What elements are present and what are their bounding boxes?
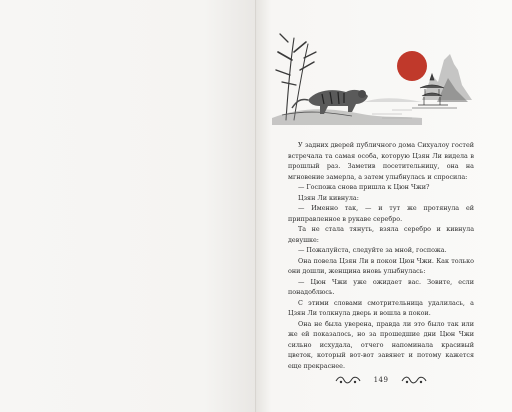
sun-icon bbox=[397, 51, 427, 81]
paragraph: Цзян Ли кивнула: bbox=[298, 193, 359, 202]
paragraph: — Госпожа снова пришла к Цюн Чжи? bbox=[298, 183, 430, 191]
page-number: 149 bbox=[373, 376, 389, 384]
page-footer bbox=[288, 374, 474, 386]
paragraph: Она повела Цзян Ли в покои Цюн Чжи. Как только они дошли, женщина вновь улыбнулась: bbox=[288, 256, 474, 275]
ink-landscape-illustration bbox=[272, 30, 482, 125]
paragraph: У задних дверей публичного дома Сихуалоу гостей встречала та самая особа, которую Цзян Ли видела в прошлый раз. Заметив посетительницу, она на мгновение замерла, а затем улыбнулась и спросила: bbox=[288, 141, 474, 181]
bamboo-icon bbox=[276, 34, 316, 120]
body-text bbox=[288, 140, 474, 371]
paragraph: С этими словами смотрительница удалилась, а Цзян Ли толкнула дверь и вошла в покои. bbox=[288, 298, 474, 317]
paragraph: — Именно так, — и тут же протянула ей приправленное в рукаве серебро. bbox=[288, 204, 474, 223]
paragraph: — Пожалуйста, следуйте за мной, госпожа. bbox=[298, 246, 447, 254]
paragraph: Она не была уверена, правда ли это было так или же ей показалось, но за прошедшие дни Цюн Чжи сильно исхудала, отчего напоминала красивый цветок, который вот-вот завянет и потому кажется еще прекраснее. bbox=[288, 319, 474, 370]
wave-ornament-icon bbox=[334, 375, 362, 385]
paragraph: — Цюн Чжи уже ожидает вас. Зовите, если понадоблюсь. bbox=[288, 277, 474, 296]
paragraph: Та не стала тянуть, взяла серебро и кивнула девушке: bbox=[288, 225, 474, 244]
wave-ornament-icon bbox=[400, 375, 428, 385]
